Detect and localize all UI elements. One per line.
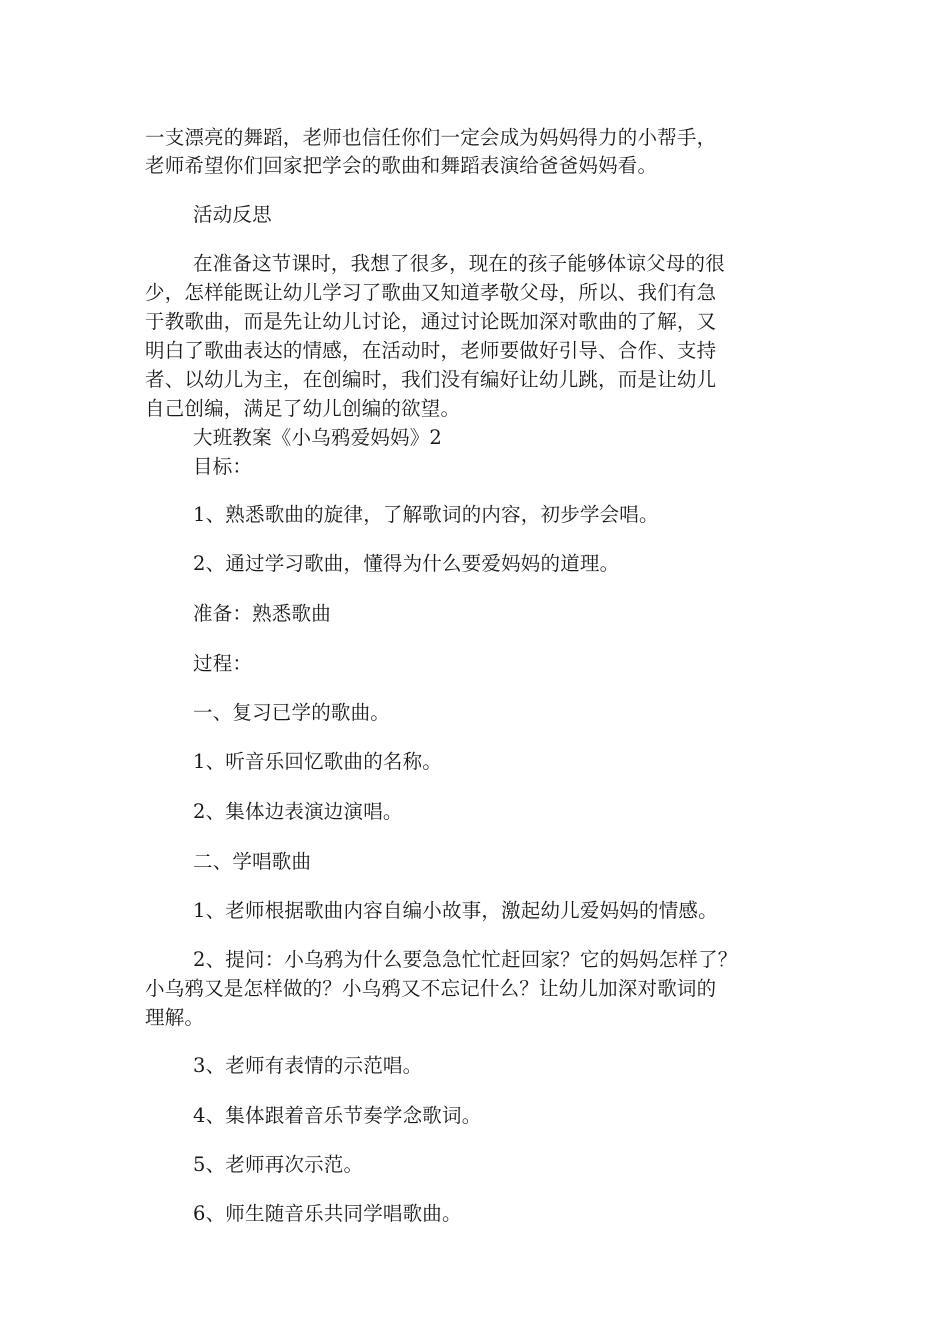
goal-item: 2、通过学习歌曲，懂得为什么要爱妈妈的道理。 [193,552,620,575]
process-step: 一、复习已学的歌曲。 [193,701,391,724]
process-step: 4、集体跟着音乐节奏学念歌词。 [193,1104,482,1127]
paragraph-line: 理解。 [145,1006,205,1029]
paragraph-line: 少，怎样能既让幼儿学习了歌曲又知道孝敬父母，所以、我们有急 [145,281,717,304]
lesson-title: 大班教案《小乌鸦爱妈妈》2 [193,426,443,449]
section-heading-goals: 目标： [193,455,253,478]
section-heading-process: 过程： [193,652,253,675]
process-step: 2、集体边表演边演唱。 [193,800,403,823]
process-step: 1、听音乐回忆歌曲的名称。 [193,750,443,773]
process-step: 1、老师根据歌曲内容自编小故事，激起幼儿爱妈妈的情感。 [193,899,718,922]
process-step: 6、师生随音乐共同学唱歌曲。 [193,1202,462,1225]
process-step: 2、提问：小乌鸦为什么要急急忙忙赶回家？它的妈妈怎样了？ [193,948,738,971]
process-step: 3、老师有表情的示范唱。 [193,1054,423,1077]
paragraph-line: 于教歌曲，而是先让幼儿讨论，通过讨论既加深对歌曲的了解，又 [145,310,717,333]
preparation-line: 准备：熟悉歌曲 [193,602,331,625]
goal-item: 1、熟悉歌曲的旋律，了解歌词的内容，初步学会唱。 [193,503,659,526]
paragraph-line: 自己创编，满足了幼儿创编的欲望。 [145,397,461,420]
paragraph-line: 在准备这节课时，我想了很多，现在的孩子能够体谅父母的很 [193,252,725,275]
paragraph-line: 老师希望你们回家把学会的歌曲和舞蹈表演给爸爸妈妈看。 [145,154,658,177]
paragraph-line: 小乌鸦又是怎样做的？小乌鸦又不忘记什么？让幼儿加深对歌词的 [145,977,717,1000]
process-step: 5、老师再次示范。 [193,1153,364,1176]
paragraph-line: 明白了歌曲表达的情感，在活动时，老师要做好引导、合作、支持 [145,339,717,362]
paragraph-line: 一支漂亮的舞蹈，老师也信任你们一定会成为妈妈得力的小帮手， [145,126,717,149]
section-heading-reflection: 活动反思 [193,203,272,226]
paragraph-line: 者、以幼儿为主，在创编时，我们没有编好让幼儿跳，而是让幼儿 [145,368,717,391]
process-step: 二、学唱歌曲 [193,850,312,873]
